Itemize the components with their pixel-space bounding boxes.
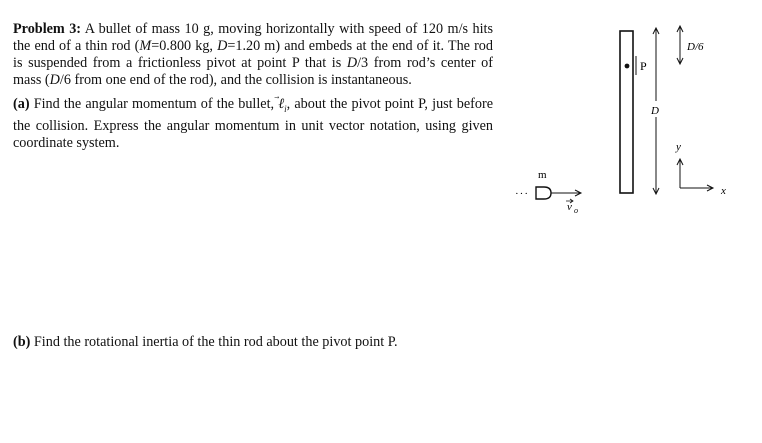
mass-label: m — [538, 169, 547, 181]
length-symbol: D — [217, 38, 228, 54]
part-a — [13, 96, 493, 152]
part-b — [13, 334, 493, 351]
intro-text-2: =0.800 kg, — [151, 38, 218, 54]
length-symbol-2: D — [346, 55, 358, 71]
part-a-text-2: , about the pivot point P, just before the collision. Express the angular momentum in unit vector notation, using given coordinate system. — [13, 96, 493, 151]
rod-dimension-label: D — [651, 105, 659, 117]
intro-text-4: /3 from rod’s center of mass ( — [13, 55, 494, 88]
velocity-subscript: o — [574, 206, 578, 215]
velocity-label: v — [567, 201, 572, 213]
bullet-icon — [536, 187, 551, 199]
ell-symbol: ℓ — [278, 96, 285, 112]
intro-text-3: =1.20 m) and embeds at the end of it. The rod is suspended from a frictionless pivot at point P that is — [13, 38, 493, 71]
length-symbol-3: D — [49, 72, 60, 88]
thin-rod — [620, 31, 633, 193]
y-axis-label: y — [676, 141, 681, 153]
mass-symbol: M — [139, 38, 152, 54]
part-a-label: (a) — [13, 96, 30, 112]
bullet-trail: ··· — [515, 188, 529, 200]
x-axis-label: x — [721, 185, 726, 197]
part-b-text: Find the rotational inertia of the thin rod about the pivot point P. — [30, 334, 398, 350]
ell-subscript: i — [284, 103, 287, 114]
problem-label: Problem 3: — [13, 21, 82, 37]
part-b-label: (b) — [13, 334, 31, 350]
intro-text-1: A bullet of mass 10 g, moving horizontally with speed of 120 m/s hits the end of a thin rod ( — [13, 21, 493, 54]
pivot-label: P — [640, 59, 647, 73]
part-a-text-1: Find the angular momentum of the bullet, — [29, 96, 279, 112]
top-dimension-label: D/6 — [687, 41, 704, 53]
problem-statement — [13, 21, 493, 152]
intro-text-5: /6 from one end of the rod), and the collision is instantaneous. — [59, 72, 412, 88]
pivot-point-icon — [625, 64, 630, 69]
rod-diagram — [500, 0, 762, 230]
problem-intro — [13, 21, 493, 89]
angular-momentum-symbol — [278, 96, 286, 118]
